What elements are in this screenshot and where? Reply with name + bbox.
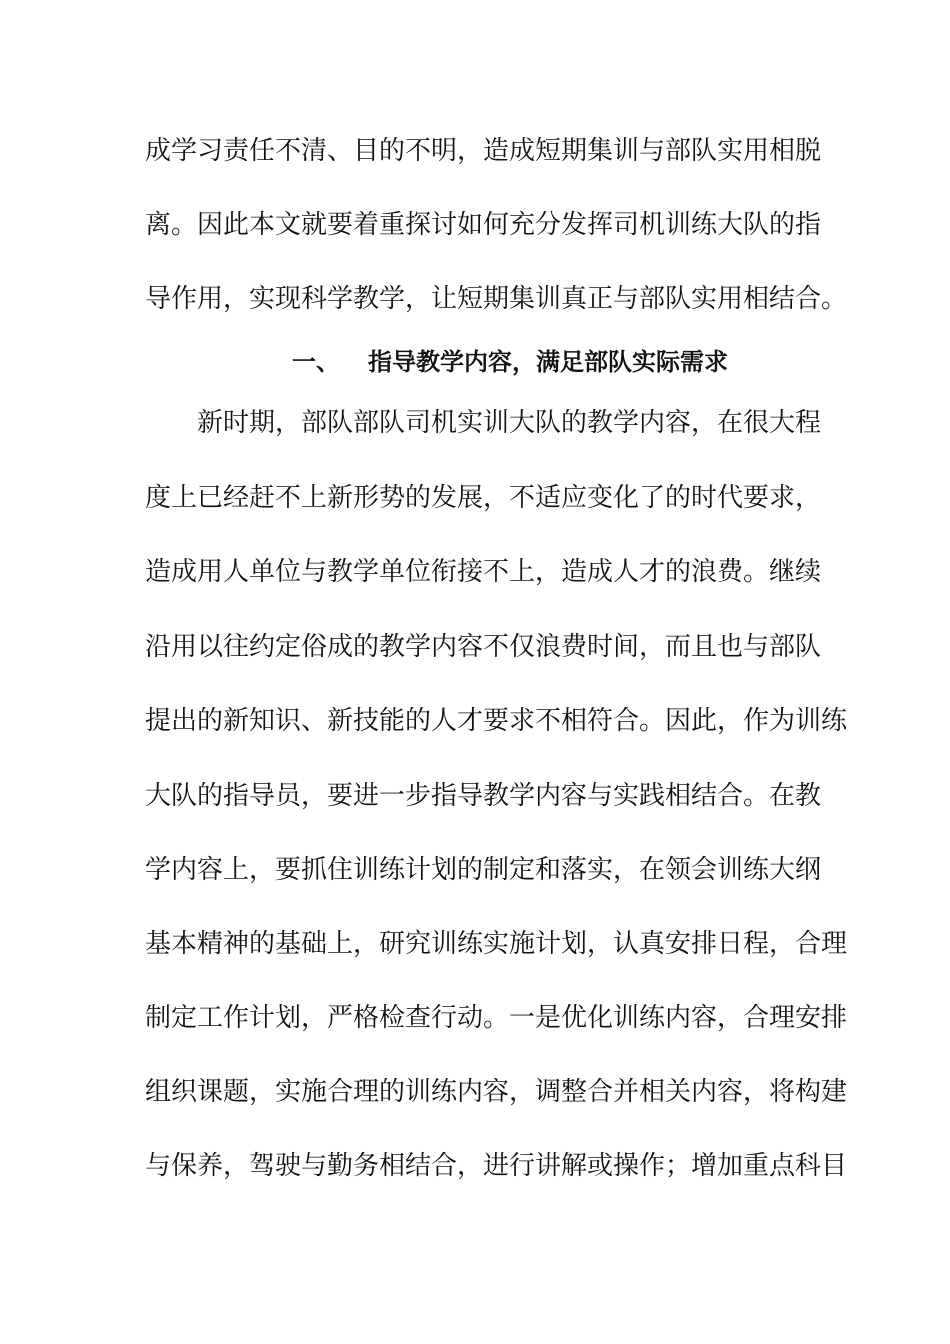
section-heading-number: 一、: [292, 348, 340, 376]
section-heading-title: 指导教学内容，满足部队实际需求: [368, 348, 728, 376]
text-line-11: 基本精神的基础上，研究训练实施计划，认真安排日程，合理: [145, 929, 848, 959]
text-line-6: 造成用人单位与教学单位衔接不上，造成人才的浪费。继续: [145, 557, 822, 587]
text-line-10: 学内容上，要抓住训练计划的制定和落实，在领会训练大纲: [145, 855, 822, 885]
text-line-9: 大队的指导员，要进一步指导教学内容与实践相结合。在教: [145, 781, 822, 811]
text-line-4: 新时期，部队部队司机实训大队的教学内容，在很大程: [197, 408, 822, 438]
text-line-8: 提出的新知识、新技能的人才要求不相符合。因此，作为训练: [145, 706, 848, 736]
text-line-5: 度上已经赶不上新形势的发展，不适应变化了的时代要求，: [145, 483, 822, 513]
text-line-3: 导作用，实现科学教学，让短期集训真正与部队实用相结合。: [145, 284, 848, 314]
text-line-14: 与保养，驾驶与勤务相结合，进行讲解或操作；增加重点科目: [145, 1151, 848, 1181]
text-line-1: 成学习责任不清、目的不明，造成短期集训与部队实用相脱: [145, 136, 822, 166]
text-line-7: 沿用以往约定俗成的教学内容不仅浪费时间，而且也与部队: [145, 632, 822, 662]
text-line-13: 组织课题，实施合理的训练内容，调整合并相关内容，将构建: [145, 1077, 848, 1107]
text-line-2: 离。因此本文就要着重探讨如何充分发挥司机训练大队的指: [145, 210, 822, 240]
text-line-12: 制定工作计划，严格检查行动。一是优化训练内容，合理安排: [145, 1003, 848, 1033]
